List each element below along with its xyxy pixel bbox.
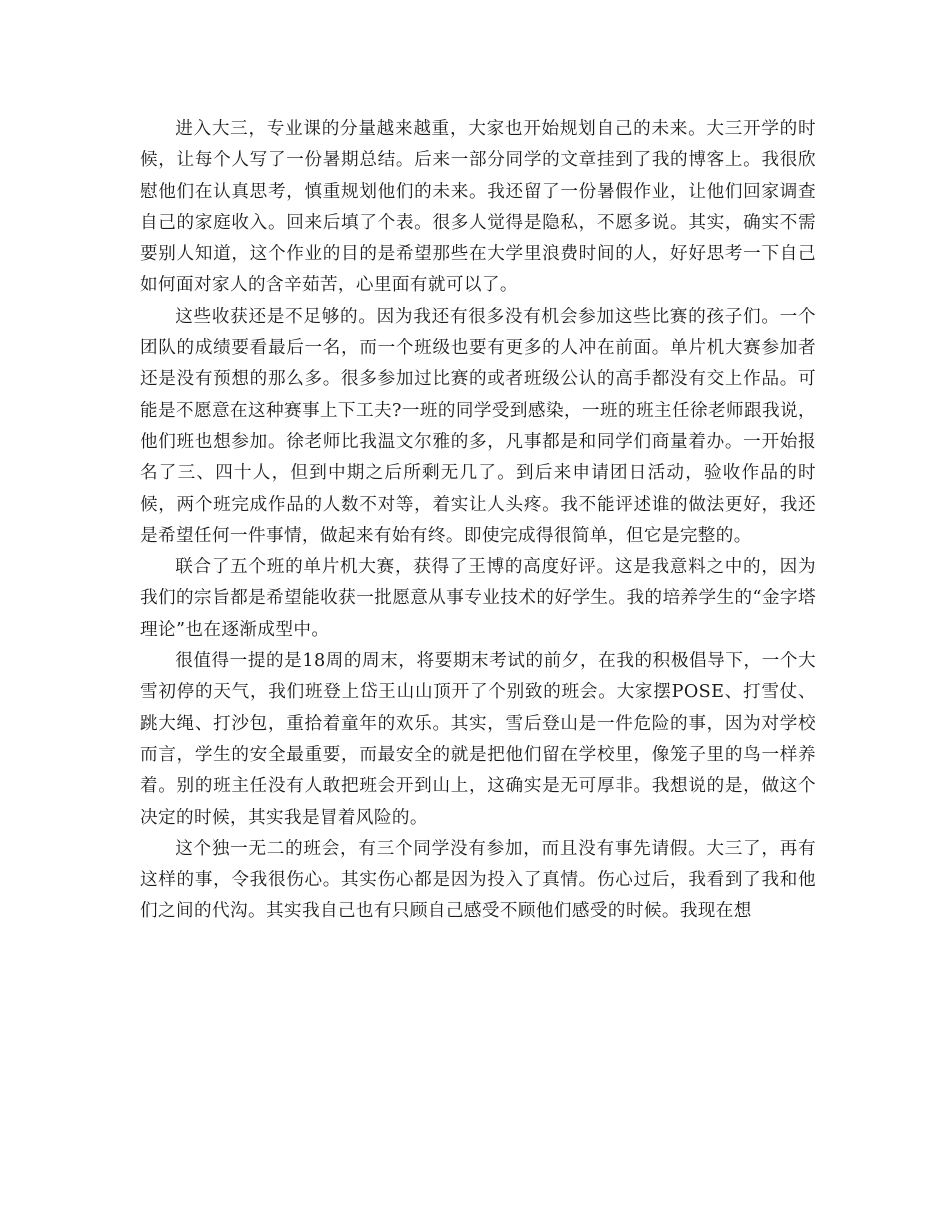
paragraph-3: 联合了五个班的单片机大赛，获得了王博的高度好评。这是我意料之中的，因为我们的宗旨都是希望能收获一批愿意从事专业技术的好学生。我的培养学生的“金字塔理论”也在逐渐成型中。 bbox=[140, 557, 816, 640]
paragraph-2: 这些收获还是不足够的。因为我还有很多没有机会参加这些比赛的孩子们。一个团队的成绩要看最后一名，而一个班级也要有更多的人冲在前面。单片机大赛参加者还是没有预想的那么多。很多参加过比赛的或者班级公认的高手都没有交上作品。可能是不愿意在这种赛事上下工夫?一班的同学受到感染，一班的班主任徐老师跟我说，他们班也想参加。徐老师比我温文尔雅的多，凡事都是和同学们商量着办。一开始报名了三、四十人，但到中期之后所剩无几了。到后来申请团日活动，验收作品的时候，两个班完成作品的人数不对等，着实让人头疼。我不能评述谁的做法更好，我还是希望任何一件事情，做起来有始有终。即使完成得很简单，但它是完整的。 bbox=[140, 306, 816, 546]
body-text bbox=[140, 114, 816, 928]
paragraph-1: 进入大三，专业课的分量越来越重，大家也开始规划自己的未来。大三开学的时候，让每个人写了一份暑期总结。后来一部分同学的文章挂到了我的博客上。我很欣慰他们在认真思考，慎重规划他们的未来。我还留了一份暑假作业，让他们回家调查自己的家庭收入。回来后填了个表。很多人觉得是隐私，不愿多说。其实，确实不需要别人知道，这个作业的目的是希望那些在大学里浪费时间的人，好好思考一下自己如何面对家人的含辛茹苦，心里面有就可以了。 bbox=[140, 119, 816, 296]
paragraph-5: 这个独一无二的班会，有三个同学没有参加，而且没有事先请假。大三了，再有这样的事，令我很伤心。其实伤心都是因为投入了真情。伤心过后，我看到了我和他们之间的代沟。其实我自己也有只顾自己感受不顾他们感受的时候。我现在想 bbox=[140, 838, 816, 922]
paragraph-4: 很值得一提的是18周的周末，将要期末考试的前夕，在我的积极倡导下，一个大雪初停的天气，我们班登上岱王山山顶开了个别致的班会。大家摆POSE、打雪仗、跳大绳、打沙包，重拾着童年的欢乐。其实，雪后登山是一件危险的事，因为对学校而言，学生的安全最重要，而最安全的就是把他们留在学校里，像笼子里的鸟一样养着。别的班主任没有人敢把班会开到山上，这确实是无可厚非。我想说的是，做这个决定的时候，其实我是冒着风险的。 bbox=[140, 651, 816, 828]
